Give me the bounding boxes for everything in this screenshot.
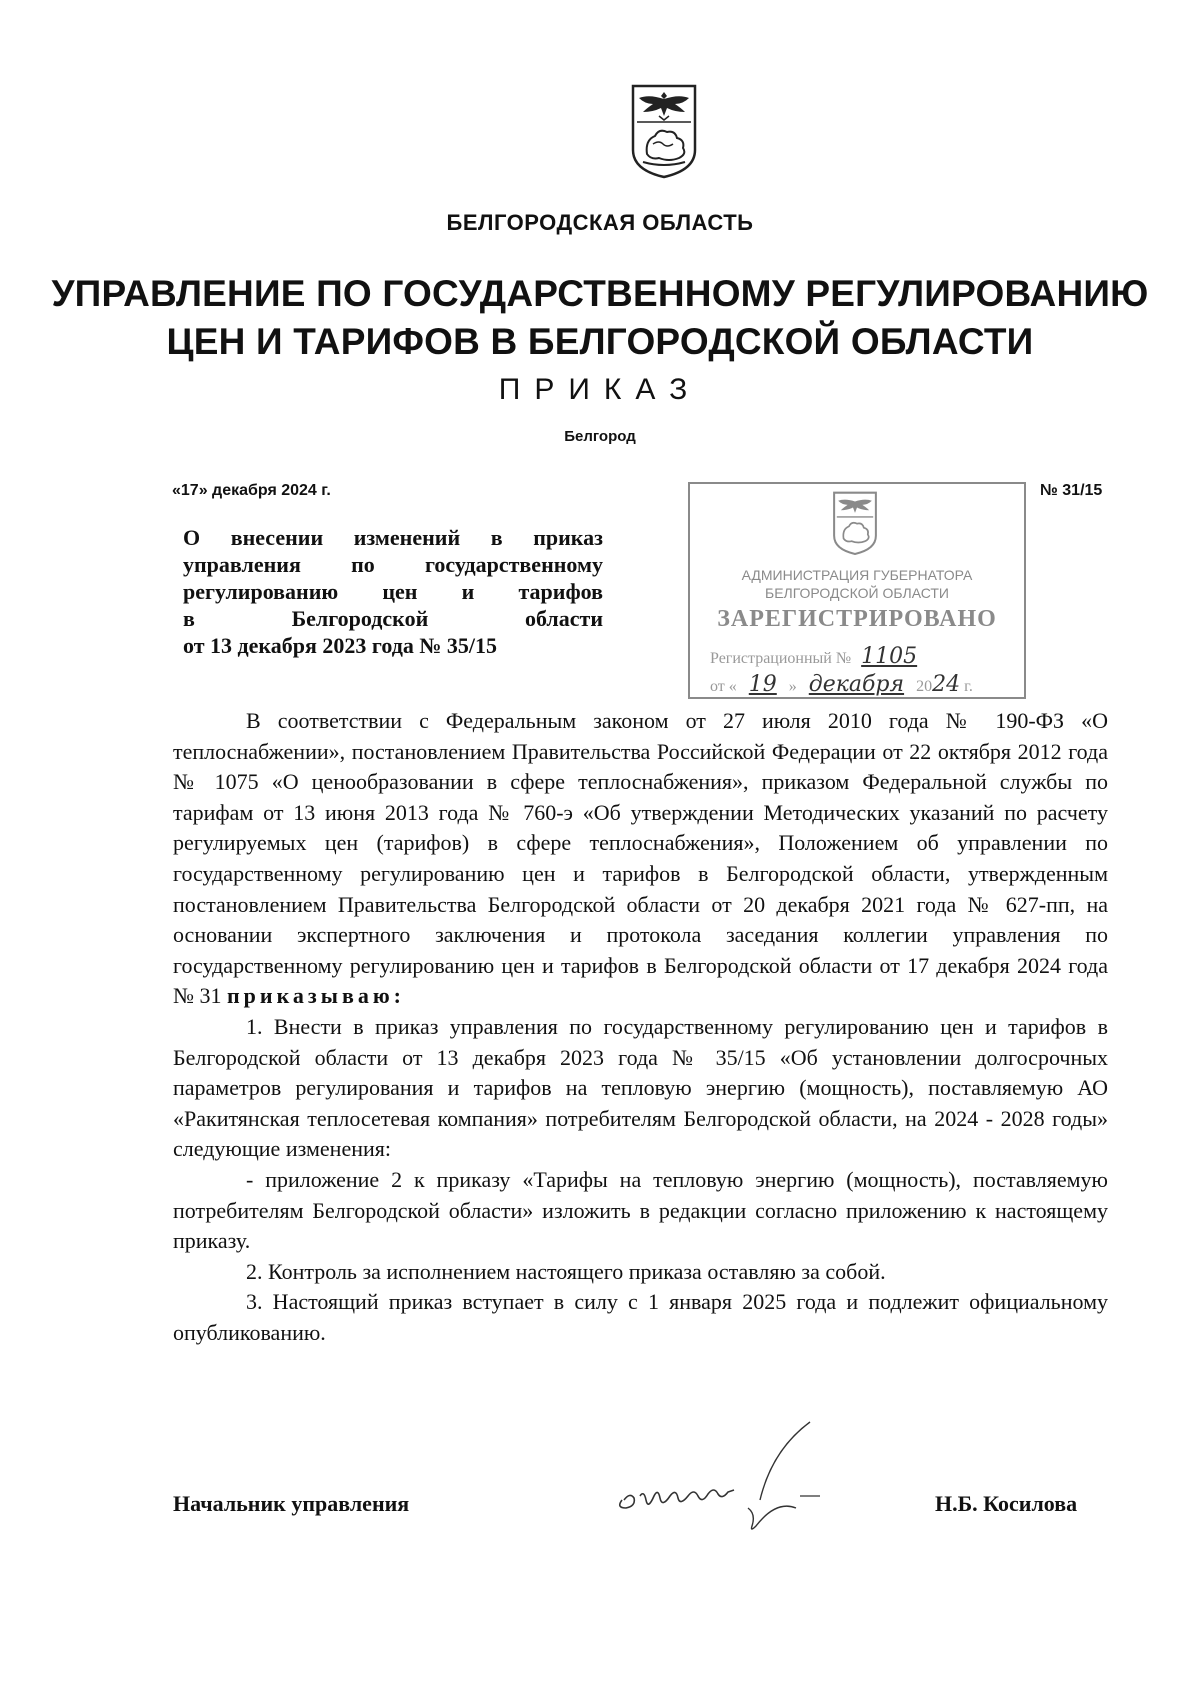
order-date: «17» декабря 2024 г. — [172, 482, 331, 499]
coat-of-arms-icon — [629, 82, 699, 180]
city: Белгород — [564, 428, 636, 445]
order-body — [173, 706, 1108, 1348]
stamp-coat-of-arms-icon — [828, 490, 882, 556]
order-subject — [183, 524, 603, 659]
agency-name-line-1: УПРАВЛЕНИЕ ПО ГОСУДАРСТВЕННОМУ РЕГУЛИРОВАНИЮ — [51, 273, 1149, 314]
document-type: ПРИКАЗ — [498, 373, 702, 406]
stamp-year-prefix: 20 — [916, 678, 933, 695]
stamp-title: ЗАРЕГИСТРИРОВАНО — [717, 606, 997, 632]
registration-stamp — [688, 482, 1026, 699]
stamp-org-line-1: АДМИНИСТРАЦИЯ ГУБЕРНАТОРА — [741, 567, 973, 583]
subject-line-5: от 13 декабря 2023 года № 35/15 — [183, 633, 498, 658]
handwritten-signature — [610, 1408, 840, 1538]
item-2: 2. Контроль за исполнением настоящего приказа оставляю за собой. — [246, 1258, 886, 1284]
item-3: 3. Настоящий приказ вступает в силу с 1 января 2025 года и подлежит официальному опубликованию. — [173, 1289, 1108, 1345]
preamble — [173, 706, 1108, 1012]
order-number: № 31/15 — [1040, 482, 1103, 499]
stamp-date — [710, 672, 973, 697]
stamp-date-prefix: от « — [710, 678, 737, 695]
stamp-reg-label: Регистрационный № — [710, 650, 852, 667]
stamp-date-mid: » — [788, 678, 797, 695]
signer-position: Начальник управления — [173, 1491, 410, 1516]
stamp-year-suffix: 24 — [932, 672, 961, 697]
agency-name-line-2: ЦЕН И ТАРИФОВ В БЕЛГОРОДСКОЙ ОБЛАСТИ — [166, 321, 1034, 362]
stamp-registration — [710, 644, 923, 669]
stamp-year-end: г. — [964, 678, 973, 695]
subject-line-4: в Белгородской области — [183, 606, 603, 631]
subject-line-3: регулированию цен и тарифов — [183, 579, 603, 604]
region-name: БЕЛГОРОДСКАЯ ОБЛАСТЬ — [446, 210, 754, 235]
preamble-text: В соответствии с Федеральным законом от 27 июля 2010 года № 190-ФЗ «О теплоснабжении», постановлением Правительства Российской Федерации от 22 октября 2012 года № 1075 «О ценообразовании в сфере теплоснабжения», приказом Федеральной службы по тарифам от 13 июня 2013 года № 760-э «Об утверждении Методических указаний по расчету регулируемых цен (тарифов) в сфере теплоснабжения», Положением об управлении по государственному регулированию цен и тарифов в Белгородской области, утвержденным постановлением Правительства Белгородской области от 20 декабря 2021 года № 627-пп, на основании экспертного заключения и протокола заседания коллегии управления по государственному регулированию цен и тарифов в Белгородской области от 17 декабря 2024 года № 31 — [173, 708, 1108, 1009]
stamp-org-line-2: БЕЛГОРОДСКОЙ ОБЛАСТИ — [765, 585, 949, 601]
stamp-day: 19 — [748, 672, 777, 697]
item-1-subitem: - приложение 2 к приказу «Тарифы на тепловую энергию (мощность), поставляемую потребителям Белгородской области» изложить в редакции согласно приложению к настоящему приказу. — [173, 1166, 1108, 1254]
agency-name — [0, 270, 1200, 366]
order-word: приказываю: — [227, 983, 405, 1009]
stamp-reg-number: 1105 — [861, 644, 918, 669]
item-1: 1. Внести в приказ управления по государственному регулированию цен и тарифов в Белгородской области от 13 декабря 2023 года № 35/15 «Об установлении долгосрочных параметров регулирования и тарифов на тепловую энергию (мощность), поставляемую АО «Ракитянская теплосетевая компания» потребителям Белгородской области, на 2024 - 2028 годы» следующие изменения: — [173, 1013, 1108, 1162]
stamp-month: декабря — [808, 672, 905, 697]
signer-name: Н.Б. Косилова — [935, 1491, 1078, 1516]
subject-line-2: управления по государственному — [183, 552, 603, 577]
subject-line-1: О внесении изменений в приказ — [183, 525, 603, 550]
